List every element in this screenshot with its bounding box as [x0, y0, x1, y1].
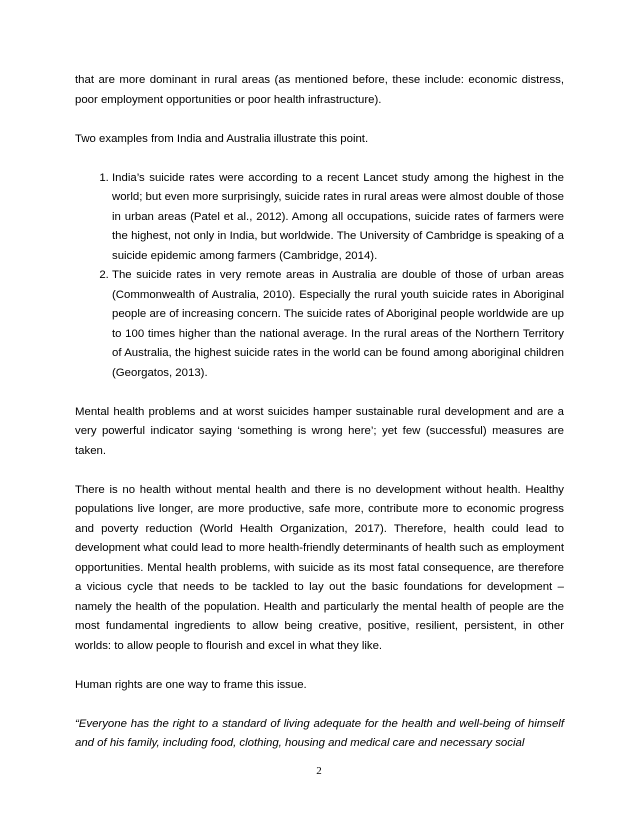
document-body: [75, 71, 564, 754]
examples-list: [75, 169, 564, 384]
page-number: 2: [316, 765, 322, 777]
list-item-india: 1. India’s suicide rates were according to a recent Lancet study among the highest in the world; but even more surprisingly, suicide rates in rural areas were almost double of those in urban areas (Patel et al., 2012). Among all occupations, suicide rates of farmers were the highest, not only in India, but worldwide. The University of Cambridge is speaking of a suicide epidemic among farmers (Cambridge, 2014).: [112, 169, 564, 267]
paragraph-rural-factors: that are more dominant in rural areas (as mentioned before, these include: economic distress, poor employment opportunities or poor health infrastructure).: [75, 74, 564, 106]
paragraph-health-development: There is no health without mental health and there is no development without health. Healthy populations live longer, are more productive, safe more, contribute more to economic progress and poverty reduction (World Health Organization, 2017). Therefore, health could lead to development what could lead to more health-friendly determinants of health such as employment opportunities. Mental health problems, with suicide as its most fatal consequence, are therefore a vicious cycle that needs to be tackled to lay out the basic foundations for development – namely the health of the population. Health and particularly the mental health of people are the most fundamental ingredients to allow being creative, positive, resilient, persistent, in other worlds: to allow people to flourish and excel in what they like.: [75, 483, 564, 652]
paragraph-examples-intro: Two examples from India and Australia illustrate this point.: [75, 132, 369, 145]
list-item-australia: 2. The suicide rates in very remote areas in Australia are double of those of urban areas (Commonwealth of Australia, 2010). Especially the rural youth suicide rates in Aboriginal people are of increasing concern. The suicide rates of Aboriginal people worldwide are up to 100 times higher than the national average. In the rural areas of the Northern Territory of Australia, the highest suicide rates in the world can be found among aboriginal children (Georgatos, 2013).: [112, 266, 564, 383]
paragraph-human-rights: Human rights are one way to frame this issue.: [75, 678, 307, 691]
paragraph-mental-health-indicator: Mental health problems and at worst suicides hamper sustainable rural development and are a very powerful indicator saying ‘something is wrong here’; yet few (successful) measures are taken.: [75, 405, 564, 457]
human-rights-quote: “Everyone has the right to a standard of living adequate for the health and well-being of himself and of his family, including food, clothing, housing and medical care and necessary social: [75, 717, 564, 749]
